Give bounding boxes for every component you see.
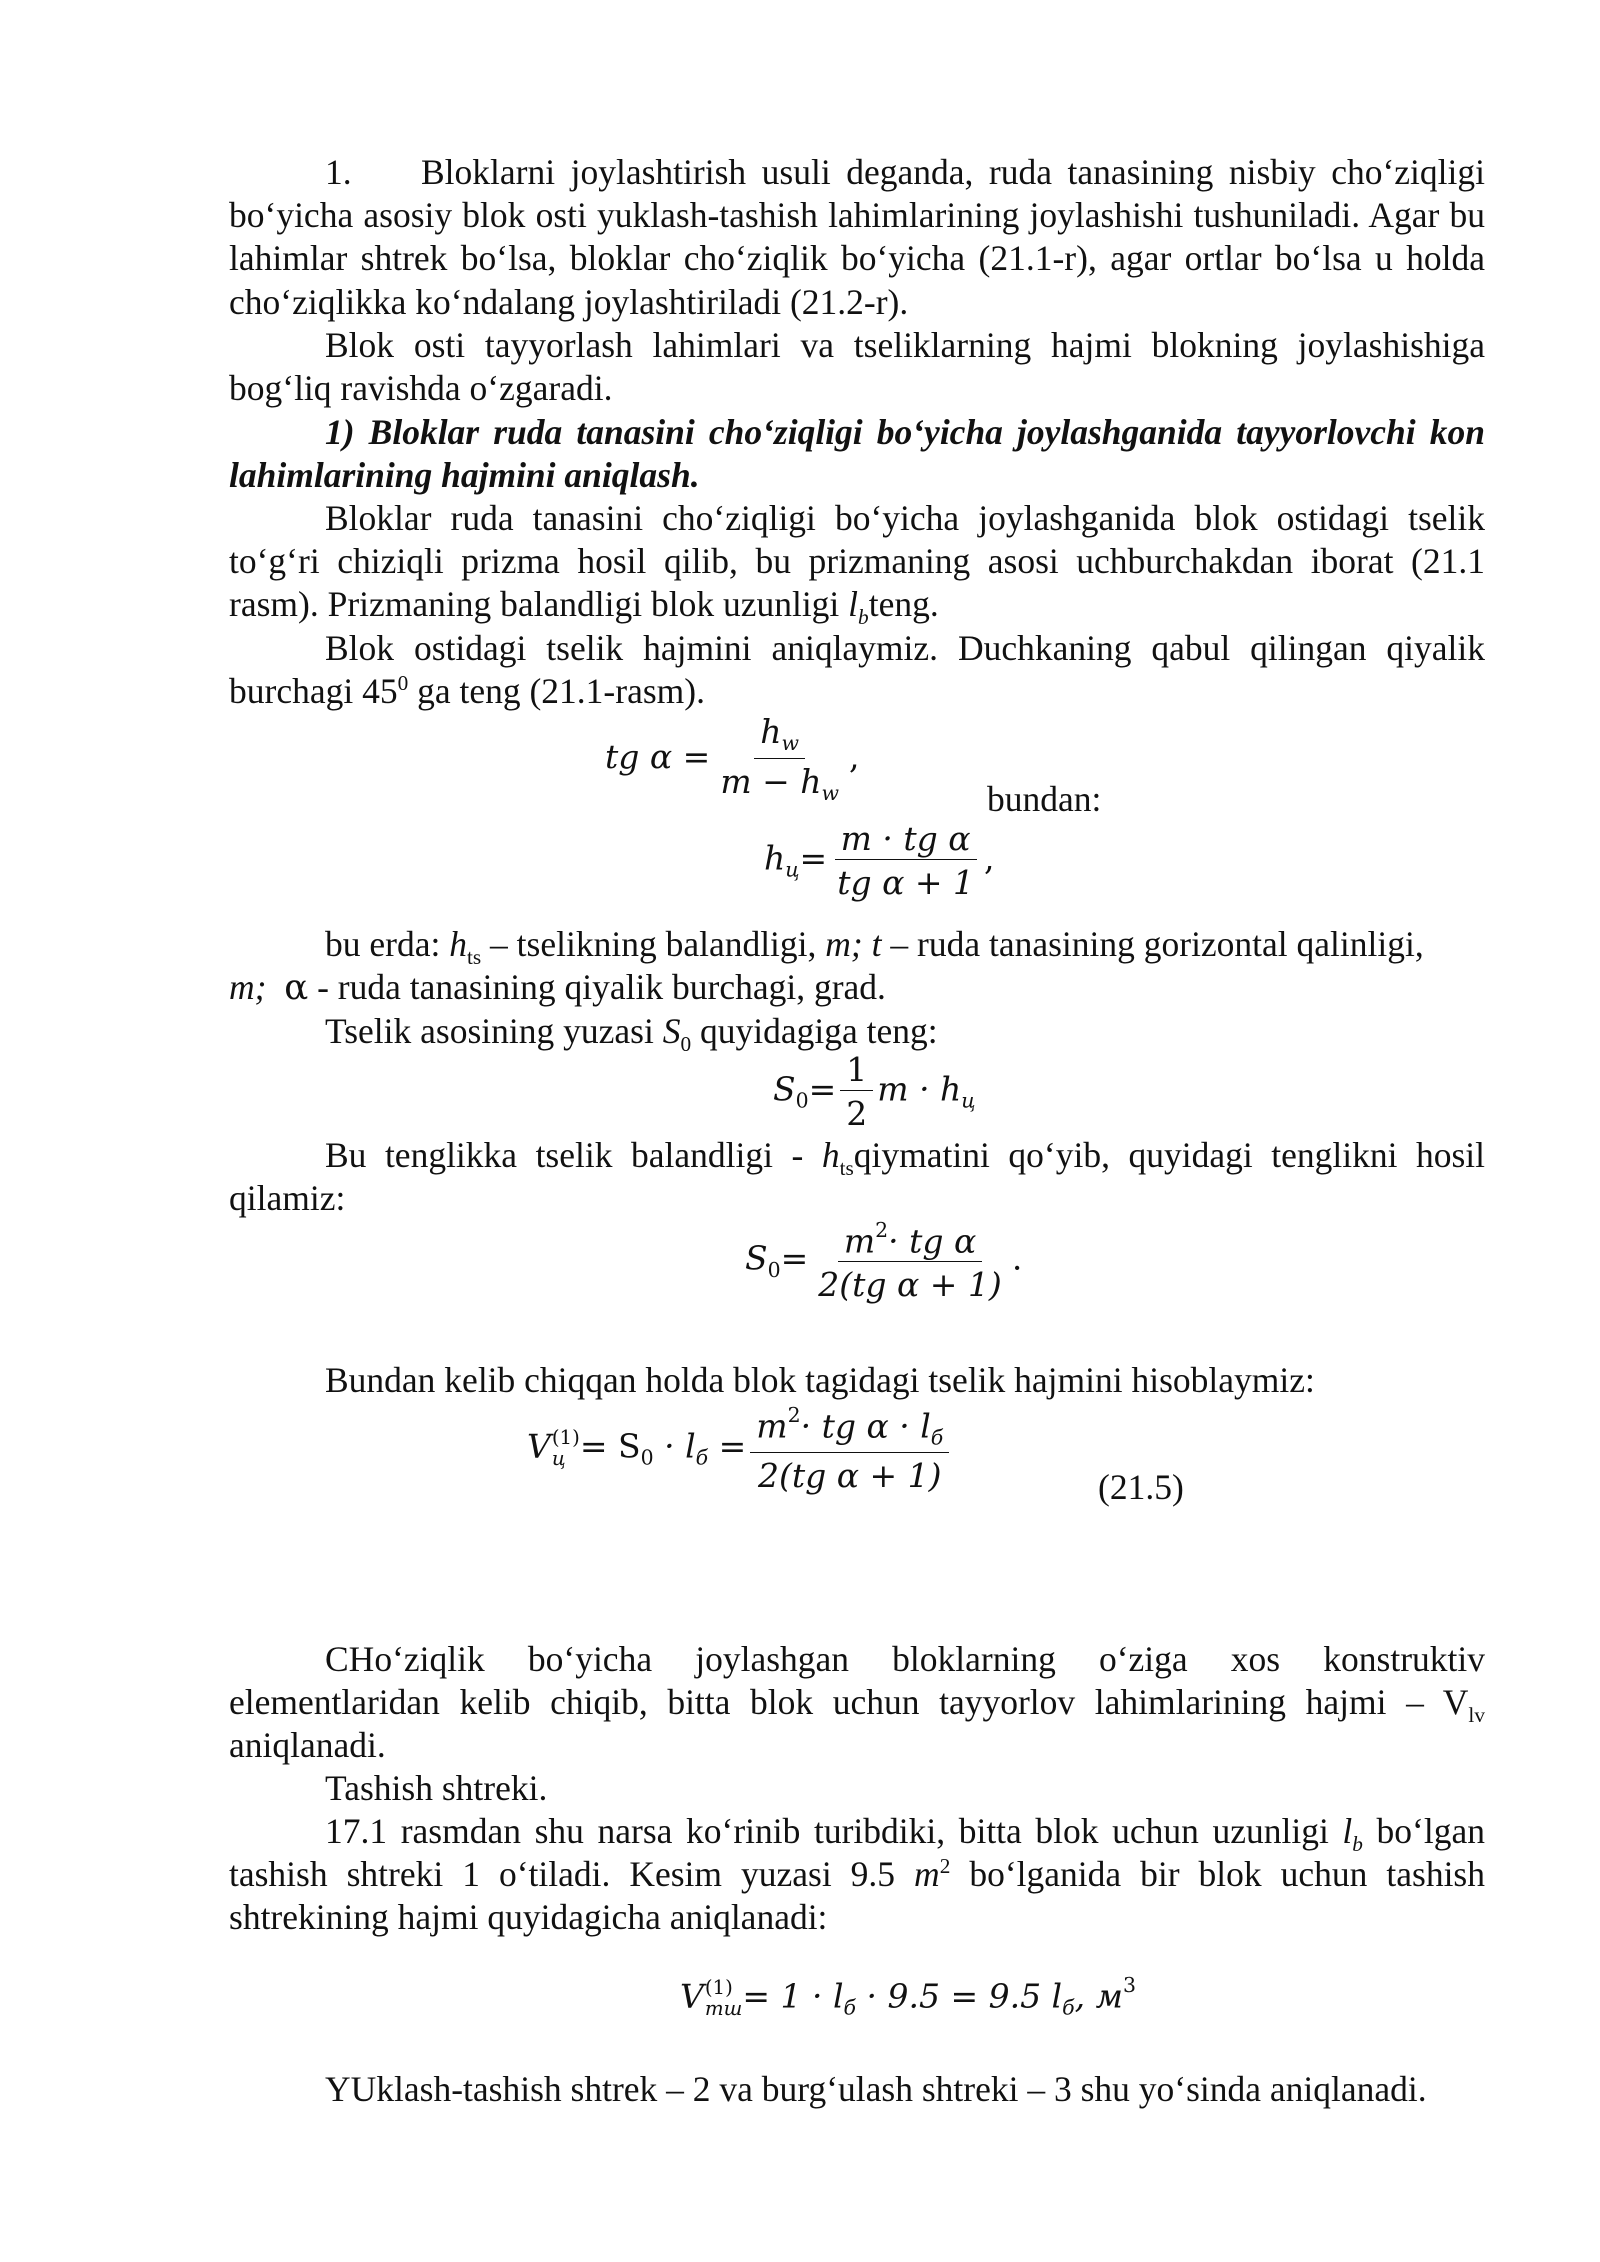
paragraph-2: Blok osti tayyorlash lahimlari va tseliklarning hajmi blokning joylashishiga bog‘liq ravishda o‘zgaradi.: [229, 325, 1485, 409]
equation-tg-alpha: tg α = $\frac{h_w}{m - h_w}$ ,: [605, 712, 860, 805]
subheading-tashish-shtreki: Tashish shtreki.: [325, 1768, 548, 1808]
paragraph-10: CHo‘ziqlik bo‘yicha joylashgan bloklarning o‘ziga xos konstruktiv elementlaridan kelib chiqib, bitta blok uchun tayyorlov lahimlarining hajmi – $V_{lv}$ aniqlanadi.: [229, 1639, 1485, 1766]
paragraph-12: 17.1 rasmdan shu narsa ko‘rinib turibdiki, bitta blok uchun uzunligi $l_b$ bo‘lgan tashish shtreki 1 o‘tiladi. Kesim yuzasi 9.5 $m^2$ bo‘lganida bir blok uchun tashish shtrekining hajmi quyidagicha aniqlanadi:: [229, 1811, 1486, 1938]
paragraph-4: Bloklar ruda tanasini cho‘ziqligi bo‘yicha joylashganida blok ostidagi tselik to‘g‘ri chiziqli prizma hosil qilib, bu prizmaning asosi uchburchakdan iborat (21.1 rasm). Prizmaning balandligi blok uzunligi $l_bteng$.: [229, 498, 1485, 630]
equation-tash-volume: V (1) тш = $1 \cdot l_б \cdot 9.5 = 9.5$ $l_б$, $м^3$: [680, 1973, 1136, 2021]
equation-label: (21.5): [1098, 1467, 1184, 1507]
equation-s0-half: $S_0=$ $\frac{1}{2}$ $m \cdot h_ц$: [773, 1050, 976, 1133]
paragraph-5: Blok ostidagi tselik hajmini aniqlaymiz. Duchkaning qabul qilingan qiyalik burchagi $45^0$ ga teng (21.1-rasm).: [229, 628, 1485, 712]
equation-s0: $S_0=$ $\frac{m^2\cdot tg \alpha}{\text{2(tg α + 1)}}$ .: [745, 1218, 1023, 1305]
paragraph-13: YUklash-tashish shtrek – 2 va burg‘ulash shtreki – 3 shu yo‘sinda aniqlanadi.: [325, 2069, 1427, 2109]
section-heading: 1) Bloklar ruda tanasini cho‘ziqligi bo‘yicha joylashganida tayyorlovchi kon lahimlarining hajmini aniqlash.: [229, 412, 1485, 496]
paragraph-1: 1. Bloklarni joylashtirish usuli deganda, ruda tanasining nisbiy cho‘ziqligi bo‘yicha asosiy blok osti yuklash-tashish lahimlarining joylashishi tushuniladi. Agar bu lahimlar shtrek bo‘lsa, bloklar cho‘ziqlik bo‘yicha (21.1-r), agar ortlar bo‘lsa u holda cho‘ziqlikka ko‘ndalang joylashtiriladi (21.2-r).: [229, 152, 1485, 322]
bundan-label: bundan:: [987, 779, 1102, 819]
paragraph-8: Bu tenglikka tselik balandligi - $h_{ts}qiymatini$ qo‘yib, quyidagi tenglikni hosil qilamiz:: [229, 1135, 1485, 1219]
paragraph-definitions: bu erda: $h_{ts}$ – tselikning balandligi, m; t – ruda tanasining gorizontal qalinligi, m; α - ruda tanasining qiyalik burchagi, grad.: [229, 924, 1424, 1009]
equation-h-ts: $h_ц=$ $\frac{\text{m · tg α}}{\text{tg α + 1}}$ ,: [764, 819, 995, 902]
paragraph-9: Bundan kelib chiqqan holda blok tagidagi tselik hajmini hisoblaymiz:: [325, 1360, 1315, 1400]
paragraph-7: Tselik asosining yuzasi $S_0$ quyidagiga teng:: [325, 1011, 938, 1057]
equation-volume-21-5: V (1) ц = $S_0 \cdot l_б$ = $\frac{m^2\cdot tg \alpha \cdot l_б}{\text{2(tg α + 1)}}$: [527, 1405, 953, 1492]
list-number: 1.: [325, 152, 352, 192]
